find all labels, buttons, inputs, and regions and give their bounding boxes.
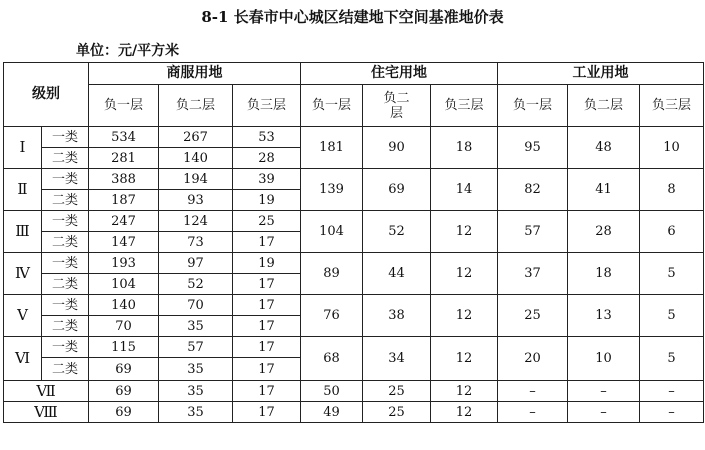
residential-value: 14 [431,169,498,211]
commercial-value: 39 [233,169,301,190]
residential-value: 68 [301,337,363,381]
industrial-value: 10 [568,337,640,381]
residential-value: 52 [363,211,431,253]
residential-value: 89 [301,253,363,295]
grade-label: Ⅰ [4,127,42,169]
land-price-table [3,62,704,423]
commercial-value: 193 [89,253,159,274]
commercial-value: 247 [89,211,159,232]
grade-header: 级别 [4,63,89,127]
commercial-value: 52 [159,274,233,295]
group-header-industrial: 工业用地 [498,63,704,85]
residential-value: 49 [301,402,363,423]
commercial-value: 97 [159,253,233,274]
residential-value: 38 [363,295,431,337]
commercial-value: 140 [89,295,159,316]
commercial-value: 194 [159,169,233,190]
commercial-value: 17 [233,337,301,358]
industrial-value: 8 [640,169,704,211]
commercial-value: 115 [89,337,159,358]
commercial-value: 281 [89,148,159,169]
industrial-value: – [498,402,568,423]
grade-label: Ⅷ [4,402,89,423]
commercial-value: 35 [159,316,233,337]
commercial-value: 70 [159,295,233,316]
commercial-value: 28 [233,148,301,169]
industrial-value: 57 [498,211,568,253]
commercial-value: 70 [89,316,159,337]
table-row [4,337,704,358]
residential-value: 18 [431,127,498,169]
category-label: 二类 [42,316,89,337]
grade-label: Ⅵ [4,337,42,381]
commercial-value: 69 [89,358,159,381]
category-label: 一类 [42,211,89,232]
commercial-value: 69 [89,402,159,423]
industrial-value: 25 [498,295,568,337]
residential-value: 69 [363,169,431,211]
commercial-value: 17 [233,402,301,423]
residential-value: 104 [301,211,363,253]
industrial-value: 5 [640,253,704,295]
industrial-value: – [640,381,704,402]
residential-value: 139 [301,169,363,211]
sub-header: 负三层 [233,85,301,127]
category-label: 一类 [42,127,89,148]
sub-header: 负一层 [89,85,159,127]
residential-value: 34 [363,337,431,381]
commercial-value: 35 [159,381,233,402]
table-row [4,295,704,316]
commercial-value: 388 [89,169,159,190]
commercial-value: 147 [89,232,159,253]
industrial-value: 13 [568,295,640,337]
industrial-value: – [498,381,568,402]
commercial-value: 17 [233,274,301,295]
commercial-value: 17 [233,358,301,381]
commercial-value: 104 [89,274,159,295]
table-row [4,253,704,274]
table-row [4,402,704,423]
category-label: 二类 [42,274,89,295]
commercial-value: 140 [159,148,233,169]
industrial-value: 95 [498,127,568,169]
page-title: 8-1 长春市中心城区结建地下空间基准地价表 [201,8,504,26]
table-row [4,381,704,402]
grade-label: Ⅴ [4,295,42,337]
sub-header: 负三层 [431,85,498,127]
residential-value: 25 [363,381,431,402]
group-header-commercial: 商服用地 [89,63,301,85]
industrial-value: 10 [640,127,704,169]
grade-label: Ⅲ [4,211,42,253]
sub-header: 负一层 [498,85,568,127]
table-row [4,127,704,148]
industrial-value: 5 [640,337,704,381]
industrial-value: 20 [498,337,568,381]
industrial-value: – [640,402,704,423]
category-label: 一类 [42,169,89,190]
residential-value: 12 [431,253,498,295]
unit-label: 单位：元/平方米 [76,43,180,59]
commercial-value: 57 [159,337,233,358]
commercial-value: 17 [233,232,301,253]
commercial-value: 267 [159,127,233,148]
commercial-value: 17 [233,381,301,402]
commercial-value: 35 [159,402,233,423]
category-label: 一类 [42,337,89,358]
commercial-value: 534 [89,127,159,148]
residential-value: 90 [363,127,431,169]
grade-label: Ⅳ [4,253,42,295]
residential-value: 12 [431,402,498,423]
commercial-value: 19 [233,190,301,211]
sub-header: 负二层 [568,85,640,127]
residential-value: 12 [431,211,498,253]
category-label: 二类 [42,232,89,253]
industrial-value: 28 [568,211,640,253]
commercial-value: 53 [233,127,301,148]
category-label: 一类 [42,253,89,274]
category-label: 一类 [42,295,89,316]
category-label: 二类 [42,358,89,381]
sub-header: 负一层 [301,85,363,127]
residential-value: 12 [431,295,498,337]
industrial-value: 48 [568,127,640,169]
commercial-value: 35 [159,358,233,381]
sub-header: 负三层 [640,85,704,127]
grade-label: Ⅱ [4,169,42,211]
industrial-value: – [568,402,640,423]
sub-header: 负二 层 [363,85,431,127]
industrial-value: – [568,381,640,402]
grade-label: Ⅶ [4,381,89,402]
sub-header: 负二层 [159,85,233,127]
commercial-value: 17 [233,316,301,337]
residential-value: 50 [301,381,363,402]
industrial-value: 6 [640,211,704,253]
residential-value: 12 [431,381,498,402]
industrial-value: 41 [568,169,640,211]
commercial-value: 17 [233,295,301,316]
commercial-value: 25 [233,211,301,232]
residential-value: 181 [301,127,363,169]
table-row [4,211,704,232]
group-header-residential: 住宅用地 [301,63,498,85]
industrial-value: 5 [640,295,704,337]
category-label: 二类 [42,148,89,169]
residential-value: 12 [431,337,498,381]
industrial-value: 82 [498,169,568,211]
commercial-value: 93 [159,190,233,211]
residential-value: 76 [301,295,363,337]
commercial-value: 73 [159,232,233,253]
commercial-value: 69 [89,381,159,402]
residential-value: 44 [363,253,431,295]
commercial-value: 187 [89,190,159,211]
commercial-value: 124 [159,211,233,232]
residential-value: 25 [363,402,431,423]
commercial-value: 19 [233,253,301,274]
category-label: 二类 [42,190,89,211]
table-row [4,169,704,190]
industrial-value: 37 [498,253,568,295]
industrial-value: 18 [568,253,640,295]
